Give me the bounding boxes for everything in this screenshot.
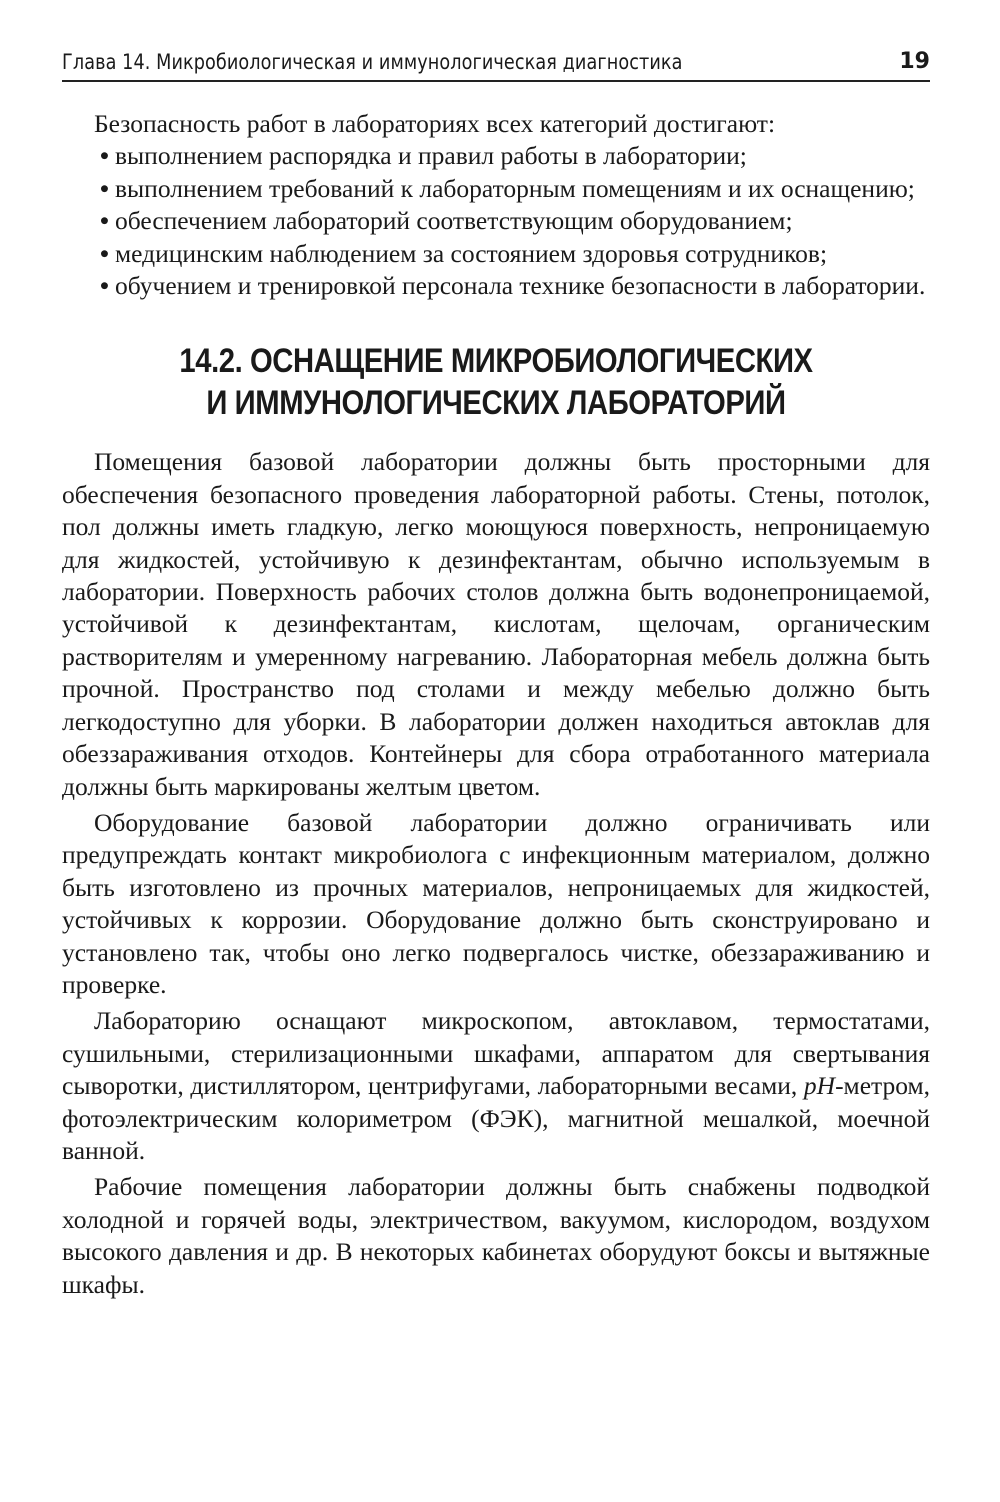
safety-lead: Безопасность работ в лабораториях всех категорий достигают: [94, 109, 776, 138]
list-item [62, 270, 930, 302]
list-item [62, 140, 930, 172]
equipment-text-start: Лабораторию оснащают микроскопом, автоклавом, термостатами, сушильными, стерилизационными шкафами, аппаратом для свертывания сыворотки, дистиллятором, центрифугами, лабораторными весами, [62, 1006, 930, 1101]
bullet-icon: • [100, 173, 109, 203]
equipment-text-end: -метром, фотоэлектрическим колориметром (ФЭК), магнитной мешалкой, моечной ванной. [62, 1071, 930, 1165]
paragraph-equipment-list [62, 1005, 930, 1167]
bullet-icon: • [100, 141, 109, 171]
ph-term: pH [803, 1071, 836, 1101]
list-item [62, 205, 930, 237]
section-heading-line-2: И ИММУНОЛОГИЧЕСКИХ ЛАБОРАТОРИЙ [206, 384, 786, 423]
bullet-icon: • [100, 206, 109, 236]
list-item [62, 173, 930, 205]
list-item-text: обеспечением лабораторий соответствующим оборудованием; [115, 206, 793, 236]
chapter-title: Глава 14. Микробиологическая и иммунологическая диагностика [62, 50, 683, 74]
safety-list [62, 140, 930, 302]
list-item-text: обучением и тренировкой персонала технике безопасности в лаборатории. [115, 271, 926, 301]
body-text [62, 108, 930, 1305]
bullet-icon: • [100, 238, 109, 268]
paragraph-equipment-requirements: Оборудование базовой лаборатории должно ограничивать или предупреждать контакт микробиолога с инфекционным материалом, должно быть изготовлено из прочных материалов, непроницаемых для жидкостей, устойчивых к коррозии. Оборудование должно быть сконструировано и установлено так, чтобы оно легко подвергалось чистке, обеззараживанию и проверке. [62, 807, 930, 999]
section-heading-line-1: 14.2. ОСНАЩЕНИЕ МИКРОБИОЛОГИЧЕСКИХ [179, 342, 813, 381]
section-heading [62, 340, 930, 424]
page-number: 19 [899, 49, 930, 74]
list-item-text: медицинским наблюдением за состоянием здоровья сотрудников; [115, 238, 828, 268]
running-head [62, 44, 930, 82]
bullet-icon: • [100, 271, 109, 301]
list-item-text: выполнением требований к лабораторным помещениям и их оснащению; [115, 173, 915, 203]
list-item-text: выполнением распорядка и правил работы в лаборатории; [115, 141, 747, 171]
list-item [62, 238, 930, 270]
paragraph-premises: Помещения базовой лаборатории должны быть просторными для обеспечения безопасного проведения лабораторной работы. Стены, потолок, пол должны иметь гладкую, легко моющуюся поверхность, непроницаемую для жидкостей, устойчивую к дезинфектантам, обычно используемым в лаборатории. Поверхность рабочих столов должна быть водонепроницаемой, устойчивой к дезинфектантам, кислотам, щелочам, органическим растворителям и умеренному нагреванию. Лабораторная мебель должна быть прочной. Пространство под столами и между мебелью должно быть легкодоступно для уборки. В лаборатории должен находиться автоклав для обеззараживания отходов. Контейнеры для сбора отработанного материала должны быть маркированы желтым цветом. [62, 447, 930, 801]
paragraph-utilities: Рабочие помещения лаборатории должны быть снабжены подводкой холодной и горячей воды, электричеством, вакуумом, кислородом, воздухом высокого давления и др. В некоторых кабинетах оборудуют боксы и вытяжные шкафы. [62, 1172, 930, 1299]
